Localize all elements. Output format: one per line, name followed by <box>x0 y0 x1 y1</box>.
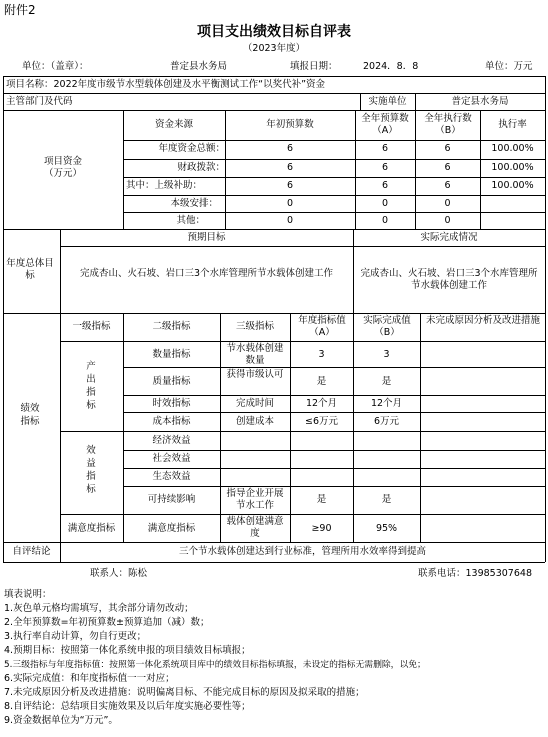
ind-row-l2: 可持续影响 <box>147 494 196 505</box>
fund-row-executed: 0 <box>444 215 451 226</box>
fund-row-name: 本级安排： <box>170 198 218 209</box>
fund-row-name: 其他： <box>176 215 205 226</box>
ind-row-l2: 数量指标 <box>152 349 191 360</box>
ind-row-l3: 获得市级认可 <box>226 369 284 380</box>
ind-row-actual: 95% <box>375 523 398 534</box>
fund-row-name: 年度资金总额： <box>158 143 225 154</box>
funds-section-label: 项目资金 （万元） <box>43 156 82 179</box>
ind-row-target: 3 <box>318 349 325 360</box>
note-item: 5.三级指标与年度指标值：按照第一体化系统项目库中的绩效目标指标填报，未设定的指标无需删除，以免； <box>4 660 426 670</box>
ind-row-actual: 是 <box>381 376 392 387</box>
ind-header-target: 年度指标值（A） <box>298 315 346 338</box>
indicators-section-label: 绩效指标 <box>20 403 40 427</box>
unit-label: 单位：（盖章）： <box>22 61 89 72</box>
ind-row-target: ≥90 <box>311 523 332 534</box>
funds-header-rate: 执行率 <box>498 119 527 130</box>
fund-row-name: 其中：上级补助： <box>126 180 203 191</box>
ind-row-target: ≤6万元 <box>304 416 338 427</box>
ind-row-target: 是 <box>316 376 327 387</box>
fund-row-rate: 100.00% <box>491 180 534 191</box>
note-item: 1.灰色单元格均需填写，其余部分请勿改动； <box>4 603 194 614</box>
unit-value: 普定县水务局 <box>170 61 228 72</box>
ind-row-l2: 满意度指标 <box>147 523 196 534</box>
fund-row-executed: 6 <box>444 162 451 173</box>
ind-row-l3: 指导企业开展节水工作 <box>226 488 284 511</box>
funds-header-executed: 全年执行数（B） <box>424 113 472 136</box>
actual-goal-header: 实际完成情况 <box>420 232 478 243</box>
ind-row-l2: 经济效益 <box>152 435 191 446</box>
contact-phone: 联系电话：13985307648 <box>418 568 532 579</box>
fund-row-initial: 6 <box>286 180 294 191</box>
ind-header-reason: 未完成原因分析及改进措施 <box>425 315 540 326</box>
ind-row-l2: 时效指标 <box>152 398 191 409</box>
ind-row-l3: 载体创建满意度 <box>226 516 284 539</box>
ind-row-actual: 6万元 <box>373 416 400 427</box>
conclusion-label: 自评结论 <box>12 546 51 557</box>
ind-header-actual: 实际完成值（B） <box>363 315 411 338</box>
fund-row-executed: 0 <box>444 198 451 209</box>
fund-row-annual: 6 <box>381 143 389 154</box>
fund-row-annual: 6 <box>381 162 389 173</box>
ind-row-actual: 3 <box>383 349 390 360</box>
ind-row-actual: 12个月 <box>370 398 403 409</box>
level1-satisfaction: 满意度指标 <box>67 523 116 534</box>
funds-header-annual: 全年预算数（A） <box>361 113 409 136</box>
note-item: 6.实际完成值：和年度指标值一一对应； <box>4 673 175 684</box>
annual-goal-label: 年度总体目标 <box>6 258 54 281</box>
ind-header-l3: 三级指标 <box>235 321 274 332</box>
fill-date-value: 2024．8．8 <box>363 61 419 72</box>
ind-header-l2: 二级指标 <box>152 321 191 332</box>
note-item: 4.预期目标：按照第一体化系统申报的项目绩效目标填报； <box>4 645 251 656</box>
contact-person: 联系人：陈松 <box>90 568 148 579</box>
ind-row-target: 12个月 <box>305 398 338 409</box>
fund-row-annual: 0 <box>381 215 389 226</box>
fund-row-initial: 0 <box>286 215 294 226</box>
note-item: 2.全年预算数=年初预算数±预算追加（减）数； <box>4 617 210 628</box>
note-item: 8.自评结论：总结项目实施效果及以后年度实施必要性等； <box>4 701 251 712</box>
actual-goal-text: 完成杏山、火石坡、岩口三3个水库管理所节水载体创建工作 <box>360 268 538 291</box>
expected-goal-header: 预期目标 <box>187 232 226 243</box>
impl-label: 实施单位 <box>368 96 407 107</box>
expected-goal-text: 完成杏山、火石坡、岩口三3个水库管理所节水载体创建工作 <box>79 268 334 279</box>
attachment-label: 附件2 <box>4 3 36 17</box>
impl-value: 普定县水务局 <box>451 96 509 107</box>
fund-row-initial: 6 <box>286 143 294 154</box>
ind-row-target: 是 <box>316 494 327 505</box>
level1-output: 产出指标 <box>86 361 96 411</box>
notes-title: 填表说明： <box>4 589 52 600</box>
funds-header-source: 资金来源 <box>154 119 193 130</box>
fund-row-executed: 6 <box>444 143 451 154</box>
fund-row-initial: 6 <box>286 162 294 173</box>
fund-row-annual: 6 <box>381 180 389 191</box>
dept-label: 主管部门及代码 <box>6 96 73 107</box>
ind-row-l2: 成本指标 <box>152 416 191 427</box>
page-title: 项目支出绩效目标自评表 <box>197 24 351 40</box>
year-label: （2023年度） <box>242 43 306 54</box>
level1-benefit: 效益指标 <box>86 445 96 495</box>
project-name: 项目名称：2022年度市级节水型载体创建及水平衡测试工作“以奖代补”资金 <box>6 79 326 90</box>
fund-row-rate: 100.00% <box>491 143 534 154</box>
note-item: 3.执行率自动计算，勿自行更改； <box>4 631 147 642</box>
ind-row-l3: 完成时间 <box>235 398 274 409</box>
note-item: 7.未完成原因分析及改进措施：说明偏离目标、不能完成目标的原因及拟采取的措施； <box>4 687 365 698</box>
fund-row-annual: 0 <box>381 198 389 209</box>
fund-row-name: 财政拨款： <box>177 162 225 173</box>
ind-row-l3: 创建成本 <box>235 416 274 427</box>
ind-row-l2: 社会效益 <box>152 453 191 464</box>
conclusion-text: 三个节水载体创建达到行业标准，管理所用水效率得到提高 <box>178 546 426 557</box>
fund-row-executed: 6 <box>444 180 451 191</box>
fill-date-label: 填报日期： <box>290 61 338 72</box>
ind-row-l2: 质量指标 <box>152 376 191 387</box>
funds-header-initial: 年初预算数 <box>266 119 314 130</box>
note-item: 9.资金数据单位为“万元”。 <box>4 715 118 726</box>
fund-row-initial: 0 <box>286 198 294 209</box>
ind-row-l3: 节水载体创建数量 <box>226 343 284 366</box>
fund-row-rate: 100.00% <box>491 162 534 173</box>
ind-row-actual: 是 <box>381 494 392 505</box>
ind-row-l2: 生态效益 <box>152 471 191 482</box>
ind-header-l1: 一级指标 <box>72 321 111 332</box>
money-unit: 单位：万元 <box>485 61 533 72</box>
